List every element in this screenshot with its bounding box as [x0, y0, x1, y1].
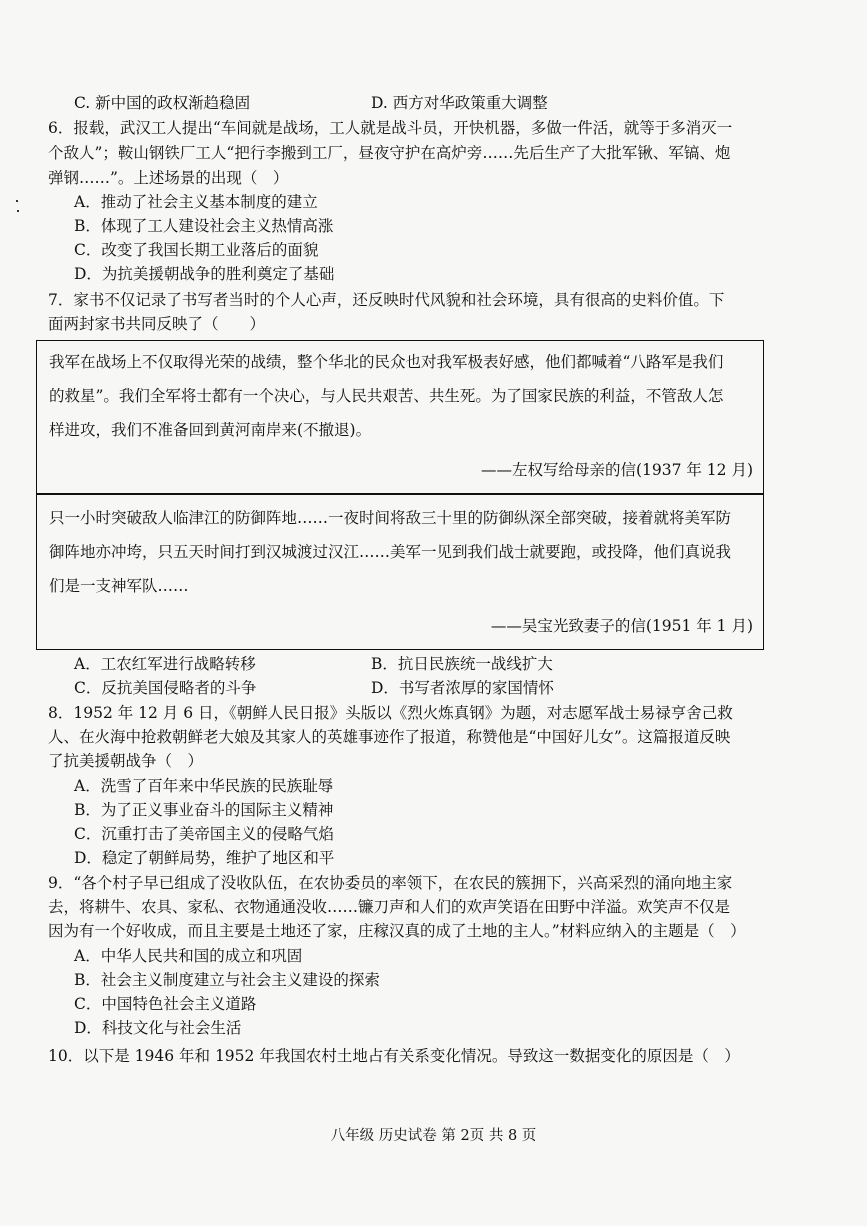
scan-speck — [16, 200, 18, 202]
letter-box-zuoquan — [36, 340, 764, 494]
q9-stem-line-1: 9．“各个村子早已组成了没收队伍，在农协委员的率领下，在农民的簇拥下，兴高采烈的涌向地主家 — [48, 874, 733, 892]
q5-option-c: C. 新中国的政权渐趋稳固 — [74, 94, 251, 112]
q7-stem-line-2: 面两封家书共同反映了（ ） — [48, 315, 266, 333]
q5-option-d: D. 西方对华政策重大调整 — [371, 94, 548, 112]
q7-option-a: A．工农红军进行战略转移 — [74, 655, 256, 673]
q8-option-a: A．洗雪了百年来中华民族的民族耻辱 — [74, 777, 334, 795]
page-footer: 八年级 历史试卷 第 2页 共 8 页 — [330, 1128, 537, 1144]
letter1-signature: ——左权写给母亲的信(1937 年 12 月) — [480, 461, 753, 479]
q6-stem-line-2: 个敌人”；鞍山钢铁厂工人“把行李搬到工厂，昼夜守护在高炉旁……先后生产了大批军锹、军镐、炮 — [48, 144, 731, 162]
scan-speck — [17, 210, 19, 212]
q7-option-d: D．书写者浓厚的家国情怀 — [371, 679, 554, 697]
q7-stem-line-1: 7．家书不仅记录了书写者当时的个人心声，还反映时代风貌和社会环境，具有很高的史料价值。下 — [48, 291, 725, 309]
q8-stem-line-2: 人、在火海中抢救朝鲜老大娘及其家人的英雄事迹作了报道，称赞他是“中国好儿女”。这篇报道反映 — [48, 728, 731, 746]
q6-option-c: C．改变了我国长期工业落后的面貌 — [74, 241, 319, 259]
q8-stem-line-1: 8．1952 年 12 月 6 日，《朝鲜人民日报》头版以《烈火炼真钢》为题，对志愿军战士易禄亨舍己救 — [48, 704, 733, 722]
q9-option-d: D．科技文化与社会生活 — [74, 1019, 242, 1037]
q9-option-c: C．中国特色社会主义道路 — [74, 995, 257, 1013]
q7-option-c: C．反抗美国侵略者的斗争 — [74, 679, 257, 697]
q8-option-b: B．为了正义事业奋斗的国际主义精神 — [74, 801, 334, 819]
q6-option-a: A．推动了社会主义基本制度的建立 — [74, 193, 318, 211]
letter2-line-2: 御阵地亦冲垮，只五天时间打到汉城渡过汉江……美军一见到我们战士就要跑，或投降，他们真说我 — [49, 543, 732, 561]
q6-option-d: D．为抗美援朝战争的胜利奠定了基础 — [74, 265, 335, 283]
letter1-line-2: 的救星”。我们全军将士都有一个决心，与人民共艰苦、共生死。为了国家民族的利益，不管敌人怎 — [49, 387, 724, 405]
letter2-line-1: 只一小时突破敌人临津江的防御阵地……一夜时间将敌三十里的防御纵深全部突破，接着就将美军防 — [49, 509, 732, 527]
q6-option-b: B．体现了工人建设社会主义热情高涨 — [74, 217, 334, 235]
letter1-line-3: 样进攻，我们不准备回到黄河南岸来(不撤退)。 — [49, 421, 372, 439]
q8-option-d: D．稳定了朝鲜局势，维护了地区和平 — [74, 849, 335, 867]
q8-option-c: C．沉重打击了美帝国主义的侵略气焰 — [74, 825, 334, 843]
q6-stem-line-1: 6．报载，武汉工人提出“车间就是战场，工人就是战斗员，开快机器，多做一件活，就等于多消灭一 — [48, 119, 733, 137]
q9-option-a: A．中华人民共和国的成立和巩固 — [74, 947, 303, 965]
q9-stem-line-2: 去，将耕牛、农具、家私、衣物通通没收……镰刀声和人们的欢声笑语在田野中洋溢。欢笑声不仅是 — [48, 898, 731, 916]
q10-stem: 10．以下是 1946 年和 1952 年我国农村土地占有关系变化情况。导致这一数据变化的原因是（ ） — [48, 1047, 740, 1065]
letter-box-wubaoguang — [36, 494, 764, 650]
q7-option-b: B．抗日民族统一战线扩大 — [371, 655, 553, 673]
q9-option-b: B．社会主义制度建立与社会主义建设的探索 — [74, 971, 380, 989]
letter2-signature: ——吴宝光致妻子的信(1951 年 1 月) — [490, 617, 753, 635]
q6-stem-line-3: 弹钢……”。上述场景的出现（ ） — [48, 169, 289, 187]
letter1-line-1: 我军在战场上不仅取得光荣的战绩，整个华北的民众也对我军极表好感，他们都喊着“八路军是我们 — [49, 353, 724, 371]
letter2-line-3: 们是一支神军队…… — [49, 577, 189, 595]
q8-stem-line-3: 了抗美援朝战争（ ） — [48, 752, 204, 770]
q9-stem-line-3: 因为有一个好收成，而且主要是土地还了家，庄稼汉真的成了土地的主人。”材料应纳入的主题是（ ） — [48, 922, 746, 940]
